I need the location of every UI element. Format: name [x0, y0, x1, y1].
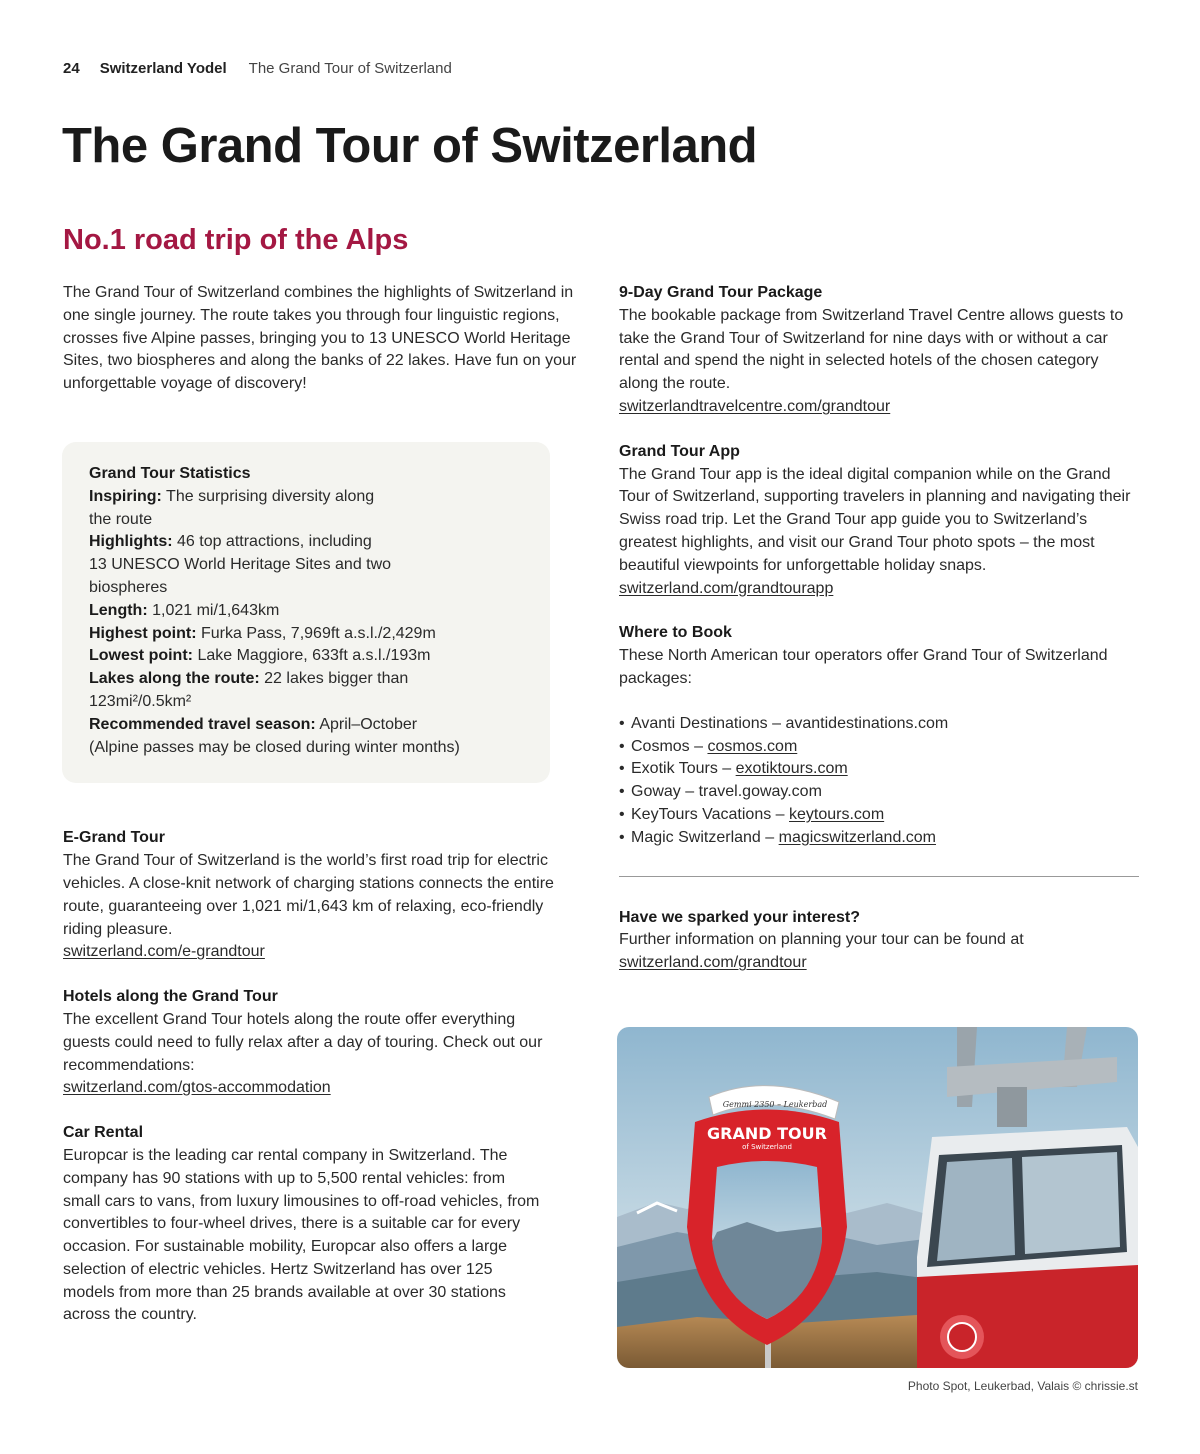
- stat-label: Inspiring:: [89, 487, 162, 505]
- list-item: • Cosmos – cosmos.com: [619, 736, 1143, 759]
- app-link[interactable]: switzerland.com/grandtourapp: [619, 579, 834, 597]
- stat-value: 13 UNESCO World Heritage Sites and two: [89, 556, 392, 574]
- stat-value: the route: [89, 510, 153, 528]
- list-item: • Avanti Destinations – avantidestinations.com: [619, 713, 1143, 736]
- stat-label: Recommended travel season:: [89, 715, 316, 733]
- page-subtitle: No.1 road trip of the Alps: [63, 224, 409, 256]
- body-line: greatest highlights, and visit our Grand Tour photo spots – the most: [619, 533, 1095, 551]
- section-name: The Grand Tour of Switzerland: [248, 60, 452, 77]
- stat-inspiring: [89, 486, 523, 509]
- list-item: • Magic Switzerland – magicswitzerland.com: [619, 827, 1143, 850]
- body-line: These North American tour operators offer Grand Tour of Switzerland: [619, 647, 1108, 665]
- list-item: • Exotik Tours – exotiktours.com: [619, 758, 1143, 781]
- body-line: along the route.: [619, 375, 731, 393]
- page-title: The Grand Tour of Switzerland: [62, 119, 758, 173]
- section-heading: Have we sparked your interest?: [619, 908, 860, 926]
- operator-site: travel.goway.com: [698, 783, 822, 801]
- frame-subtitle: of Switzerland: [742, 1143, 792, 1151]
- body-line: route, guaranteeing over 1,021 mi/1,643 km of relaxing, eco-friendly: [63, 897, 544, 915]
- right-column: [619, 282, 1143, 997]
- body-line: packages:: [619, 669, 692, 687]
- stat-value: Lake Maggiore, 633ft a.s.l./193m: [197, 647, 431, 665]
- stat-value: 46 top attractions, including: [177, 533, 372, 551]
- body-line: vehicles. A close-knit network of charging stations connects the entire: [63, 874, 554, 892]
- body-line: models from more than 25 brands available at over 30 stations: [63, 1283, 506, 1301]
- interest-section: [619, 907, 1143, 975]
- stat-length: [89, 600, 523, 623]
- operator-site: avantidestinations.com: [785, 714, 949, 732]
- photo-spot-image: [617, 1027, 1138, 1368]
- package-section: [619, 282, 1143, 419]
- body-line: company has 90 stations with up to 5,500 rental vehicles: from: [63, 1169, 506, 1187]
- hotels-link[interactable]: switzerland.com/gtos-accommodation: [63, 1079, 331, 1097]
- body-line: selection of electric vehicles. Hertz Switzerland has over 125: [63, 1260, 493, 1278]
- body-line: The excellent Grand Tour hotels along the route offer everything: [63, 1010, 516, 1028]
- stat-value: 1,021 mi/1,643km: [152, 601, 280, 619]
- stat-label: Length:: [89, 601, 148, 619]
- section-heading: Grand Tour App: [619, 442, 740, 460]
- stat-value: biospheres: [89, 578, 168, 596]
- body-line: guests could need to fully relax after a day of touring. Check out our: [63, 1033, 543, 1051]
- body-line: The bookable package from Switzerland Travel Centre allows guests to: [619, 306, 1124, 324]
- body-line: Europcar is the leading car rental company in Switzerland. The: [63, 1146, 508, 1164]
- stat-note: (Alpine passes may be closed during winter months): [89, 738, 460, 756]
- car-rental-section: [63, 1122, 585, 1327]
- running-head: [63, 60, 452, 77]
- statistics-heading: Grand Tour Statistics: [89, 464, 251, 482]
- body-line: The Grand Tour app is the ideal digital companion while on the Grand: [619, 465, 1111, 483]
- stat-value: 22 lakes bigger than: [264, 670, 409, 688]
- body-line: The Grand Tour of Switzerland is the world’s first road trip for electric: [63, 852, 548, 870]
- operator-link[interactable]: cosmos.com: [707, 737, 798, 755]
- stat-highest-point: [89, 623, 523, 646]
- body-line: Further information on planning your tour can be found at: [619, 931, 1024, 949]
- stat-label: Lowest point:: [89, 647, 193, 665]
- publication-name: Switzerland Yodel: [99, 60, 227, 77]
- stat-label: Lakes along the route:: [89, 670, 260, 688]
- package-link[interactable]: switzerlandtravelcentre.com/grandtour: [619, 397, 891, 415]
- intro-line: Sites, two biospheres and along the banks of 22 lakes. Have fun on your: [63, 352, 577, 370]
- list-item: • KeyTours Vacations – keytours.com: [619, 804, 1143, 827]
- stat-label: Highest point:: [89, 624, 197, 642]
- operator-link[interactable]: magicswitzerland.com: [778, 828, 937, 846]
- operator-list: [619, 713, 1143, 850]
- grandtour-link[interactable]: switzerland.com/grandtour: [619, 954, 807, 972]
- body-line: small cars to vans, from luxury limousines to off-road vehicles, from: [63, 1192, 540, 1210]
- stat-value: The surprising diversity along: [166, 487, 375, 505]
- intro-line: The Grand Tour of Switzerland combines the highlights of Switzerland in: [63, 284, 574, 301]
- stat-value: April–October: [319, 715, 418, 733]
- photo-caption: Photo Spot, Leukerbad, Valais © chrissie.st: [907, 1379, 1138, 1393]
- stat-lakes: [89, 668, 523, 691]
- stat-lowest-point: [89, 645, 523, 668]
- stat-value: 123mi²/0.5km²: [89, 692, 192, 710]
- section-heading: Hotels along the Grand Tour: [63, 988, 278, 1006]
- body-line: Tour of Switzerland, supporting travelers in planning and navigating their: [619, 488, 1131, 506]
- photo-illustration: [617, 1027, 1138, 1368]
- stat-value: Furka Pass, 7,969ft a.s.l./2,429m: [201, 624, 436, 642]
- app-section: [619, 441, 1143, 601]
- body-line: riding pleasure.: [63, 920, 173, 938]
- section-heading: 9-Day Grand Tour Package: [619, 284, 823, 301]
- stat-label: Highlights:: [89, 533, 173, 551]
- hotels-section: [63, 986, 585, 1100]
- intro-line: unforgettable voyage of discovery!: [63, 375, 307, 393]
- body-line: Swiss road trip. Let the Grand Tour app guide you to Switzerland’s: [619, 511, 1088, 529]
- operator-link[interactable]: keytours.com: [789, 805, 885, 823]
- body-line: occasion. For sustainable mobility, Europcar also offers a large: [63, 1238, 508, 1256]
- section-heading: Where to Book: [619, 624, 732, 642]
- statistics-box: [62, 442, 550, 783]
- body-line: recommendations:: [63, 1056, 195, 1074]
- egrand-link[interactable]: switzerland.com/e-grandtour: [63, 943, 265, 961]
- body-line: take the Grand Tour of Switzerland for nine days with or without a car: [619, 329, 1108, 347]
- ribbon-text: Gemmi 2350 – Leukerbad: [722, 1100, 828, 1109]
- intro-paragraph: [63, 282, 585, 396]
- body-line: rental and spend the night in selected hotels of the chosen category: [619, 352, 1099, 370]
- body-line: across the country.: [63, 1306, 197, 1324]
- stat-highlights: [89, 531, 523, 554]
- page-number: 24: [63, 60, 80, 77]
- intro-line: crosses five Alpine passes, bringing you to 13 UNESCO World Heritage: [63, 329, 571, 347]
- operator-link[interactable]: exotiktours.com: [735, 760, 848, 778]
- section-heading: Car Rental: [63, 1124, 144, 1142]
- intro-line: one single journey. The route takes you through four linguistic regions,: [63, 306, 560, 324]
- where-to-book-section: [619, 622, 1143, 849]
- left-column: [63, 282, 585, 1327]
- egrand-section: [63, 827, 585, 964]
- section-heading: E-Grand Tour: [63, 829, 165, 847]
- body-line: convertibles to four-wheel drives, there is a suitable car for every: [63, 1215, 521, 1233]
- body-line: beautiful viewpoints for unforgettable holiday snaps.: [619, 556, 987, 574]
- stat-season: [89, 714, 523, 737]
- section-divider: [619, 876, 1139, 877]
- list-item: • Goway – travel.goway.com: [619, 781, 1143, 804]
- frame-title: GRAND TOUR: [707, 1124, 827, 1143]
